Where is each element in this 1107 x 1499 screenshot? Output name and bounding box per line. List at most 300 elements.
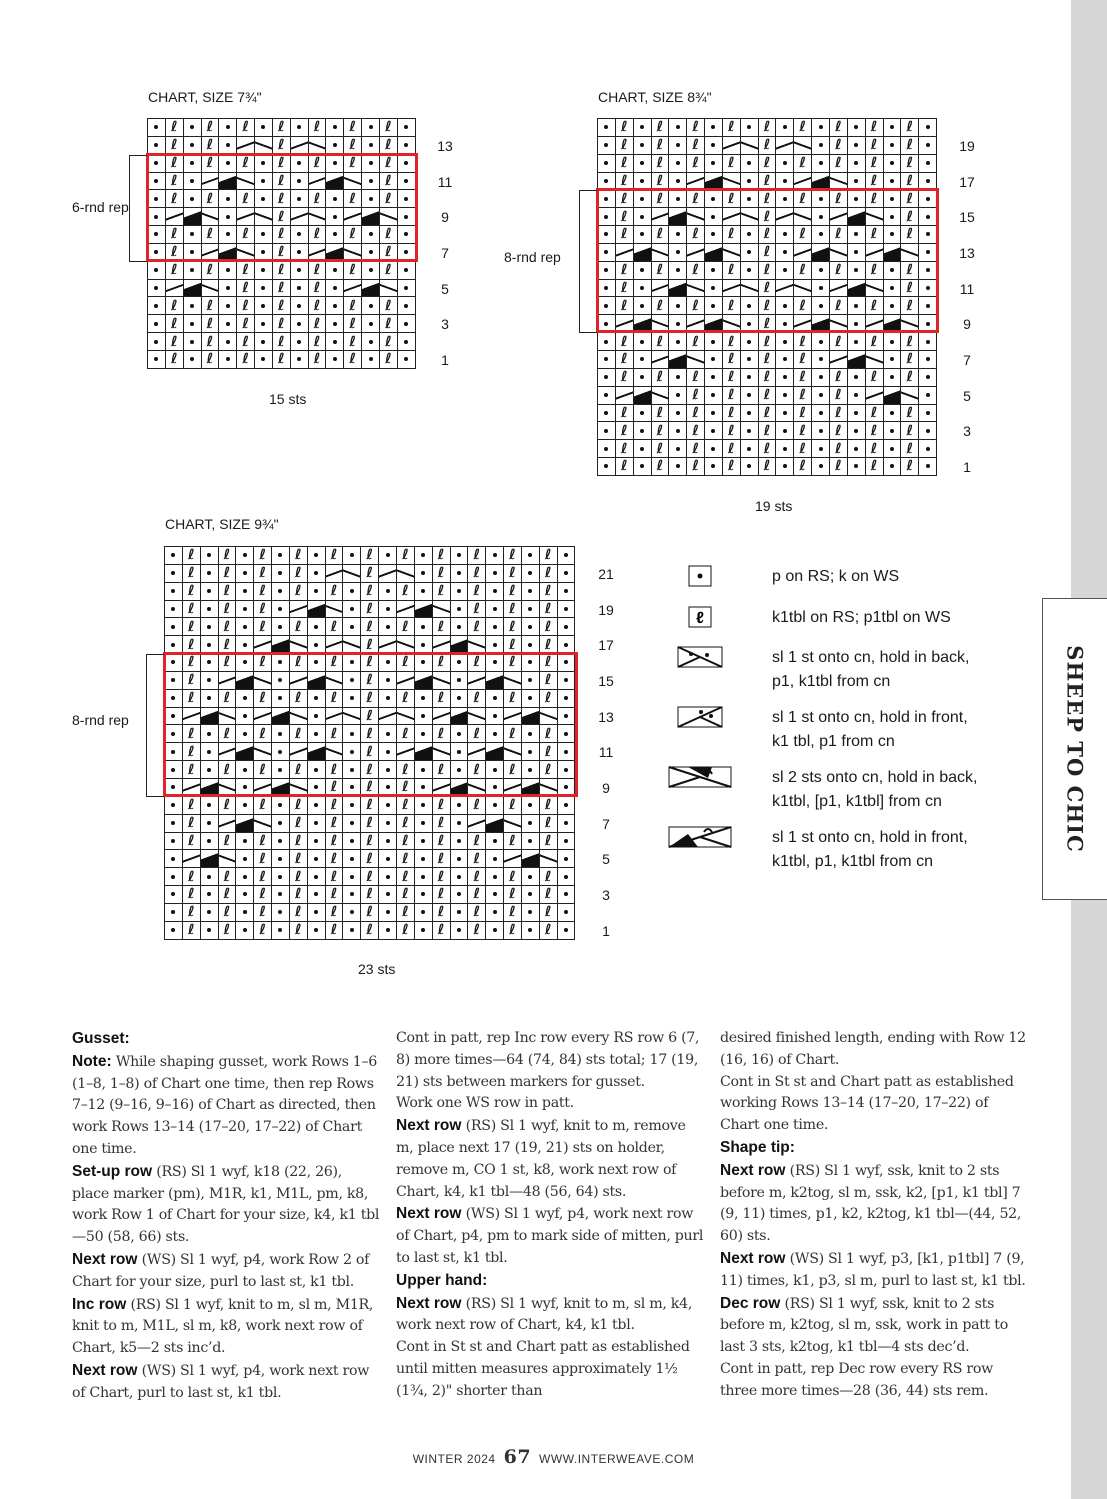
website-url: WWW.INTERWEAVE.COM [539, 1452, 695, 1466]
paragraph-heading: Set-up row [72, 1162, 153, 1180]
purl-stitch [486, 779, 503, 796]
purl-stitch [486, 904, 503, 921]
purl-stitch [558, 725, 575, 742]
purl-stitch [598, 315, 615, 332]
cable-stitch [433, 743, 450, 760]
paragraph [720, 1160, 1030, 1248]
purl-stitch [884, 458, 901, 475]
paragraph-text: (RS) Sl 1 wyf, knit to m, sl m, M1R, knit to m, M1L, sl m, k8, work next row of Chart, k5—2 sts inc’d. [72, 1296, 374, 1357]
purl-stitch [308, 583, 325, 600]
k1tbl-stitch: ℓ [540, 565, 557, 582]
purl-stitch [558, 833, 575, 850]
paragraph-heading: Upper hand: [396, 1271, 488, 1289]
purl-stitch [219, 297, 236, 314]
row-number: 7 [602, 815, 610, 832]
paragraph-text: Cont in patt, rep Inc row every RS row 6 (7, 8) more times—64 (74, 84) sts total; 17 (19, 21) sts between markers for gusset. [396, 1030, 700, 1090]
k1tbl-stitch: ℓ [504, 583, 521, 600]
purl-stitch [415, 779, 432, 796]
purl-stitch [165, 654, 182, 671]
purl-stitch [634, 173, 651, 190]
k1tbl-stitch: ℓ [326, 815, 343, 832]
cable-stitch [202, 280, 219, 297]
cable-stitch [237, 208, 254, 225]
paragraph [720, 1359, 1030, 1403]
k1tbl-stitch: ℓ [723, 119, 740, 136]
purl-stitch [451, 850, 468, 867]
purl-stitch [919, 244, 936, 261]
k1tbl-stitch: ℓ [219, 904, 236, 921]
cable-stitch [326, 173, 343, 190]
purl-stitch [741, 173, 758, 190]
purl-stitch [272, 618, 289, 635]
purl-stitch [415, 815, 432, 832]
purl-stitch [326, 351, 343, 368]
purl-stitch [919, 369, 936, 386]
purl-stitch [812, 333, 829, 350]
legend-description [772, 565, 1032, 589]
k1tbl-stitch: ℓ [309, 297, 326, 314]
purl-stitch [184, 351, 201, 368]
purl-stitch [308, 761, 325, 778]
k1tbl-stitch: ℓ [254, 761, 271, 778]
purl-stitch [415, 690, 432, 707]
purl-stitch [558, 761, 575, 778]
purl-stitch [255, 119, 272, 136]
purl-stitch [669, 440, 686, 457]
k1tbl-stitch: ℓ [794, 387, 811, 404]
k1tbl-stitch: ℓ [254, 583, 271, 600]
row-number: 15 [598, 672, 614, 689]
purl-stitch [255, 315, 272, 332]
purl-stitch [398, 119, 415, 136]
cable-stitch [616, 387, 633, 404]
cable-stitch [219, 743, 236, 760]
k1tbl-stitch: ℓ [254, 868, 271, 885]
k1tbl-stitch: ℓ [219, 601, 236, 618]
cable-stitch [616, 244, 633, 261]
purl-stitch [362, 173, 379, 190]
k1tbl-stitch: ℓ [326, 725, 343, 742]
k1tbl-stitch: ℓ [219, 922, 236, 939]
k1tbl-stitch: ℓ [326, 779, 343, 796]
k1tbl-stitch: ℓ [380, 119, 397, 136]
purl-stitch [184, 226, 201, 243]
k1tbl-stitch: ℓ [433, 904, 450, 921]
cable-stitch [326, 244, 343, 261]
purl-stitch [919, 280, 936, 297]
k1tbl-stitch: ℓ [504, 636, 521, 653]
k1tbl-stitch: ℓ [290, 797, 307, 814]
cable-stitch [687, 315, 704, 332]
row-number: 1 [441, 352, 449, 369]
purl-stitch [219, 262, 236, 279]
k1tbl-stitch: ℓ [290, 904, 307, 921]
purl-stitch [308, 779, 325, 796]
cable-stitch [379, 636, 396, 653]
purl-stitch [184, 119, 201, 136]
k1tbl-stitch: ℓ [616, 173, 633, 190]
k1tbl-stitch: ℓ [290, 690, 307, 707]
legend-line: sl 1 st onto cn, hold in front, [772, 709, 968, 726]
purl-stitch [486, 797, 503, 814]
k1tbl-stitch: ℓ [901, 369, 918, 386]
purl-stitch [362, 190, 379, 207]
issue-label: WINTER 2024 [412, 1452, 496, 1466]
cable-stitch [254, 672, 271, 689]
cable-stitch [202, 208, 219, 225]
k1tbl-stitch: ℓ [468, 922, 485, 939]
k1tbl-stitch: ℓ [183, 886, 200, 903]
purl-stitch [272, 904, 289, 921]
purl-stitch [451, 868, 468, 885]
purl-stitch [165, 725, 182, 742]
purl-stitch [522, 636, 539, 653]
k1tbl-stitch: ℓ [237, 155, 254, 172]
k1tbl-stitch: ℓ [219, 565, 236, 582]
purl-stitch [362, 119, 379, 136]
k1tbl-stitch: ℓ [759, 226, 776, 243]
chart-title: CHART, SIZE 8¾" [598, 89, 712, 105]
purl-stitch [812, 280, 829, 297]
k1tbl-stitch: ℓ [166, 315, 183, 332]
paragraph-heading: Next row [396, 1294, 462, 1312]
purl-stitch [558, 743, 575, 760]
purl-stitch [398, 155, 415, 172]
chart-title: CHART, SIZE 7¾" [148, 89, 262, 105]
purl-stitch [884, 226, 901, 243]
cable-stitch [272, 636, 289, 653]
k1tbl-stitch: ℓ [652, 333, 669, 350]
k1tbl-stitch: ℓ [433, 565, 450, 582]
cable-stitch [380, 208, 397, 225]
purl-stitch [165, 690, 182, 707]
k1tbl-stitch: ℓ [866, 369, 883, 386]
cable-stitch [866, 315, 883, 332]
purl-stitch [398, 280, 415, 297]
cable-stitch [812, 315, 829, 332]
cable-stitch [254, 708, 271, 725]
purl-stitch [558, 547, 575, 564]
purl-stitch [379, 743, 396, 760]
purl-stitch [558, 868, 575, 885]
purl-stitch [812, 208, 829, 225]
purl-stitch [148, 351, 165, 368]
cable-stitch [522, 708, 539, 725]
cable-stitch [184, 208, 201, 225]
cable-stitch [687, 351, 704, 368]
k1tbl-stitch: ℓ [901, 297, 918, 314]
purl-stitch [184, 262, 201, 279]
purl-stitch [201, 690, 218, 707]
cable-stitch [219, 672, 236, 689]
row-number: 3 [963, 423, 971, 440]
cable-stitch [884, 387, 901, 404]
legend-line: k1 tbl, p1 from cn [772, 733, 895, 750]
purl-stitch [291, 244, 308, 261]
paragraph-text: (WS) Sl 1 wyf, p4, work next row of Chart, p4, pm to mark side of mitten, purl to last st, k1 tbl. [396, 1206, 704, 1266]
cable-stitch [468, 708, 485, 725]
cable-stitch [830, 208, 847, 225]
cable-stitch [901, 315, 918, 332]
purl-stitch [669, 369, 686, 386]
purl-stitch [598, 333, 615, 350]
cable-stitch [219, 708, 236, 725]
k1tbl-stitch: ℓ [540, 547, 557, 564]
k1tbl-stitch: ℓ [237, 226, 254, 243]
purl-stitch [919, 387, 936, 404]
k1tbl-stitch: ℓ [901, 119, 918, 136]
purl-stitch [291, 173, 308, 190]
cable-stitch [201, 779, 218, 796]
purl-stitch [291, 315, 308, 332]
k1tbl-stitch: ℓ [759, 405, 776, 422]
purl-stitch [776, 369, 793, 386]
purl-stitch [415, 654, 432, 671]
purl-stitch [451, 886, 468, 903]
purl-stitch [669, 262, 686, 279]
purl-stitch [451, 690, 468, 707]
purl-stitch [486, 583, 503, 600]
purl-stitch [522, 583, 539, 600]
row-number: 3 [602, 887, 610, 904]
purl-stitch [379, 547, 396, 564]
k1tbl-stitch: ℓ [166, 244, 183, 261]
k1tbl-stitch: ℓ [901, 405, 918, 422]
purl-stitch [848, 369, 865, 386]
purl-stitch [379, 797, 396, 814]
purl-stitch [705, 297, 722, 314]
purl-stitch [415, 583, 432, 600]
k1tbl-stitch: ℓ [759, 458, 776, 475]
paragraph-text: While shaping gusset, work Rows 1–6 (1–8, 1–8) of Chart one time, then rep Rows 7–12 (9–16, 9–16) of Chart as directed, then work Rows 13–14 (17–20, 17–22) of Chart one time. [72, 1053, 378, 1157]
k1tbl-stitch: ℓ [687, 297, 704, 314]
purl-stitch [776, 262, 793, 279]
cable-stitch [634, 387, 651, 404]
k1tbl-stitch: ℓ [723, 297, 740, 314]
purl-stitch [598, 173, 615, 190]
cable-stitch [830, 173, 847, 190]
purl-stitch [741, 155, 758, 172]
purl-stitch [919, 137, 936, 154]
paragraph [720, 1028, 1030, 1072]
paragraph-heading: Dec row [720, 1294, 781, 1312]
purl-stitch [343, 850, 360, 867]
cable-stitch [848, 280, 865, 297]
cable-stitch [504, 743, 521, 760]
k1tbl-stitch: ℓ [290, 761, 307, 778]
k1tbl-stitch: ℓ [759, 119, 776, 136]
paragraph-text: desired finished length, ending with Row 12 (16, 16) of Chart. [720, 1030, 1026, 1068]
paragraph [720, 1072, 1030, 1137]
legend-line: k1tbl on RS; p1tbl on WS [772, 609, 951, 626]
k1tbl-stitch: ℓ [794, 458, 811, 475]
purl-stitch [634, 458, 651, 475]
purl-stitch [919, 458, 936, 475]
k1tbl-stitch: ℓ [273, 137, 290, 154]
purl-stitch [812, 351, 829, 368]
purl-stitch [812, 422, 829, 439]
purl-stitch [486, 618, 503, 635]
purl-stitch [148, 315, 165, 332]
row-number: 1 [963, 459, 971, 476]
cable-stitch [290, 708, 307, 725]
cable-stitch [397, 672, 414, 689]
k1tbl-stitch: ℓ [794, 297, 811, 314]
k1tbl-stitch: ℓ [397, 797, 414, 814]
purl-stitch [848, 333, 865, 350]
row-number: 15 [959, 209, 975, 226]
purl-stitch [486, 654, 503, 671]
purl-stitch [776, 244, 793, 261]
purl-stitch [741, 119, 758, 136]
row-number: 13 [598, 708, 614, 725]
purl-stitch [451, 904, 468, 921]
purl-stitch [201, 797, 218, 814]
legend-item [660, 766, 978, 810]
row-number: 21 [598, 565, 614, 582]
k1tbl-stitch: ℓ [309, 155, 326, 172]
purl-stitch [415, 904, 432, 921]
purl-stitch [705, 351, 722, 368]
row-number: 11 [598, 744, 614, 761]
k1tbl-stitch: ℓ [504, 618, 521, 635]
purl-stitch [848, 440, 865, 457]
k1tbl-stitch: ℓ [219, 547, 236, 564]
cable-stitch [901, 244, 918, 261]
cable-stitch [776, 137, 793, 154]
k1tbl-stitch: ℓ [433, 690, 450, 707]
purl-stitch [486, 868, 503, 885]
cable-stitch [201, 708, 218, 725]
purl-stitch [343, 654, 360, 671]
k1tbl-stitch: ℓ [290, 868, 307, 885]
purl-stitch [669, 155, 686, 172]
cable-stitch [486, 743, 503, 760]
k1tbl-stitch: ℓ [309, 226, 326, 243]
row-number: 7 [963, 352, 971, 369]
cable-stitch [794, 208, 811, 225]
k1tbl-stitch: ℓ [433, 886, 450, 903]
cable-stitch [343, 636, 360, 653]
cable-stitch [540, 779, 557, 796]
purl-stitch [343, 690, 360, 707]
k1tbl-stitch: ℓ [901, 422, 918, 439]
k1tbl-stitch: ℓ [326, 886, 343, 903]
k1tbl-stitch: ℓ [397, 815, 414, 832]
purl-stitch [451, 601, 468, 618]
k1tbl-stitch: ℓ [273, 280, 290, 297]
k1tbl-stitch: ℓ [166, 137, 183, 154]
k1tbl-stitch: ℓ [166, 297, 183, 314]
purl-stitch [558, 565, 575, 582]
purl-stitch [236, 725, 253, 742]
purl-stitch [669, 173, 686, 190]
k1tbl-stitch: ℓ [723, 440, 740, 457]
k1tbl-stitch: ℓ [273, 262, 290, 279]
k1tbl-stitch: ℓ [723, 155, 740, 172]
k1tbl-stitch: ℓ [830, 119, 847, 136]
cable-stitch [794, 280, 811, 297]
k1tbl-stitch: ℓ [540, 815, 557, 832]
purl-stitch [812, 190, 829, 207]
paragraph [72, 1360, 382, 1405]
cable-stitch [540, 708, 557, 725]
purl-stitch [148, 333, 165, 350]
purl-stitch [236, 601, 253, 618]
k1tbl-stitch: ℓ [759, 315, 776, 332]
cable-stitch [433, 779, 450, 796]
k1tbl-stitch: ℓ [687, 422, 704, 439]
purl-stitch [558, 850, 575, 867]
purl-stitch [379, 779, 396, 796]
cable-stitch [723, 137, 740, 154]
k1tbl-stitch: ℓ [254, 904, 271, 921]
purl-stitch [184, 333, 201, 350]
purl-stitch [558, 922, 575, 939]
cable-stitch [166, 208, 183, 225]
k1tbl-stitch: ℓ [183, 761, 200, 778]
purl-stitch [219, 119, 236, 136]
k1tbl-stitch: ℓ [616, 351, 633, 368]
purl-stitch [705, 333, 722, 350]
cable-stitch [254, 636, 271, 653]
purl-stitch [451, 654, 468, 671]
cable-stitch [540, 850, 557, 867]
purl-stitch [558, 904, 575, 921]
legend-item [660, 706, 968, 750]
cable-stitch [291, 208, 308, 225]
purl-stitch [148, 190, 165, 207]
purl-stitch [451, 833, 468, 850]
cable-stitch [219, 779, 236, 796]
k1tbl-stitch: ℓ [254, 797, 271, 814]
purl-stitch [236, 779, 253, 796]
purl-stitch [415, 797, 432, 814]
purl-stitch [343, 833, 360, 850]
cable-stitch [794, 173, 811, 190]
cable-stitch [433, 708, 450, 725]
purl-stitch [291, 262, 308, 279]
cable-stitch [522, 779, 539, 796]
cable-stitch [309, 173, 326, 190]
purl-stitch [343, 743, 360, 760]
purl-stitch [522, 690, 539, 707]
legend-line: k1tbl, [p1, k1tbl] from cn [772, 793, 942, 810]
purl-stitch [343, 922, 360, 939]
k1tbl-stitch: ℓ [254, 725, 271, 742]
purl-stitch [451, 672, 468, 689]
k1tbl-stitch: ℓ [326, 850, 343, 867]
k1tbl-stitch: ℓ [254, 850, 271, 867]
k1tbl-stitch: ℓ [540, 797, 557, 814]
k1tbl-stitch: ℓ [540, 904, 557, 921]
purl-stitch [165, 583, 182, 600]
cable-stitch [687, 173, 704, 190]
k1tbl-stitch: ℓ [901, 280, 918, 297]
k1tbl-stitch: ℓ [468, 583, 485, 600]
k1tbl-stitch: ℓ [468, 850, 485, 867]
cable-stitch [272, 779, 289, 796]
cable-stitch [326, 565, 343, 582]
purl-stitch [272, 690, 289, 707]
cable-stitch [830, 315, 847, 332]
purl-stitch [776, 458, 793, 475]
purl-stitch [272, 815, 289, 832]
cable-stitch [652, 387, 669, 404]
legend-item [660, 606, 951, 628]
purl-stitch [165, 833, 182, 850]
purl-stitch [148, 262, 165, 279]
